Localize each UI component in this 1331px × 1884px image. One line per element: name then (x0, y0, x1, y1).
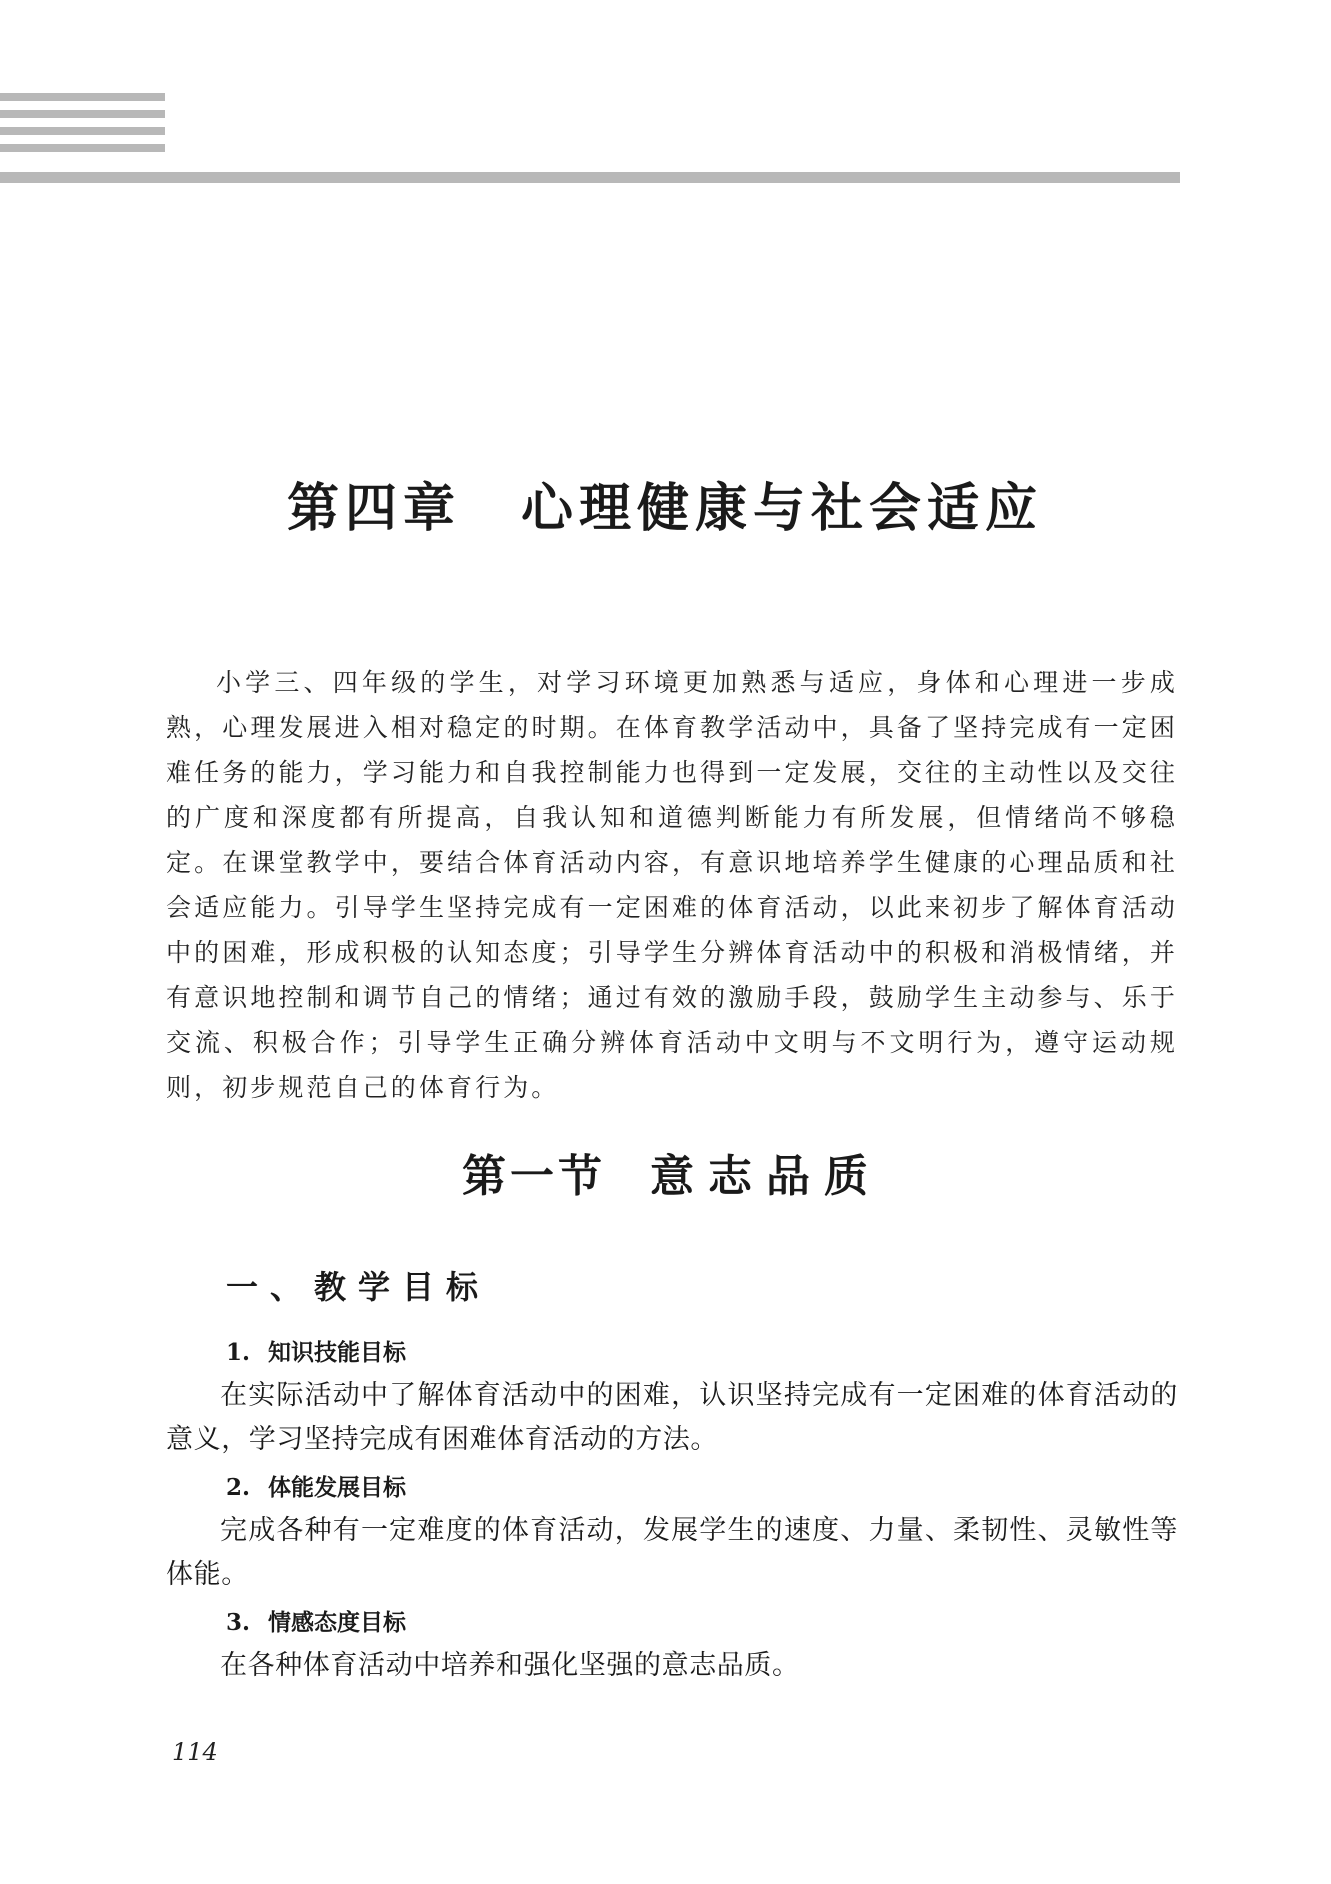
goal-text-fitness: 完成各种有一定难度的体育活动，发展学生的速度、力量、柔韧性、灵敏性等体能。 (166, 1515, 1178, 1590)
decoration-stripe (0, 93, 165, 101)
goal-number: 1. (226, 1339, 251, 1366)
header-rule (0, 172, 1180, 183)
intro-paragraph: 小学三、四年级的学生，对学习环境更加熟悉与适应，身体和心理进一步成熟，心理发展进入相对稳定的时期。在体育教学活动中，具备了坚持完成有一定困难任务的能力，学习能力和自我控制能力也得到一定发展，交往的主动性以及交往的广度和深度都有所提高，自我认知和道德判断能力有所发展，但情绪尚不够稳定。在课堂教学中，要结合体育活动内容，有意识地培养学生健康的心理品质和社会适应能力。引导学生坚持完成有一定困难的体育活动，以此来初步了解体育活动中的困难，形成积极的认知态度；引导学生分辨体育活动中的积极和消极情绪，并有意识地控制和调节自己的情绪；通过有效的激励手段，鼓励学生主动参与、乐于交流、积极合作；引导学生正确分辨体育活动中文明与不文明行为，遵守运动规则，初步规范自己的体育行为。 (166, 668, 1178, 1102)
decoration-stripe (0, 110, 165, 118)
chapter-number: 第四章 (286, 479, 461, 539)
goal-number: 3. (226, 1609, 251, 1636)
goal-text-attitude: 在各种体育活动中培养和强化坚强的意志品质。 (220, 1650, 800, 1681)
section-number: 第一节 (462, 1151, 606, 1202)
goal-label-knowledge (226, 1334, 406, 1367)
goal-label-text: 情感态度目标 (268, 1610, 406, 1636)
decoration-stripe (0, 127, 165, 135)
section-name: 意志品质 (650, 1151, 882, 1202)
header-decoration-stripes (0, 93, 165, 161)
decoration-stripe (0, 144, 165, 152)
goal-label-fitness (226, 1469, 406, 1502)
goal-label-attitude (226, 1604, 406, 1637)
goal-text-knowledge: 在实际活动中了解体育活动中的困难，认识坚持完成有一定困难的体育活动的意义，学习坚持完成有困难体育活动的方法。 (166, 1380, 1178, 1455)
chapter-title (150, 466, 1180, 541)
chapter-name: 心理健康与社会适应 (521, 479, 1044, 539)
section-title (166, 1140, 1178, 1204)
subsection-heading: 一、教学目标 (226, 1268, 491, 1306)
page-number: 114 (172, 1738, 218, 1766)
goal-label-text: 知识技能目标 (268, 1340, 406, 1366)
goal-label-text: 体能发展目标 (268, 1475, 406, 1501)
goal-number: 2. (226, 1474, 251, 1501)
